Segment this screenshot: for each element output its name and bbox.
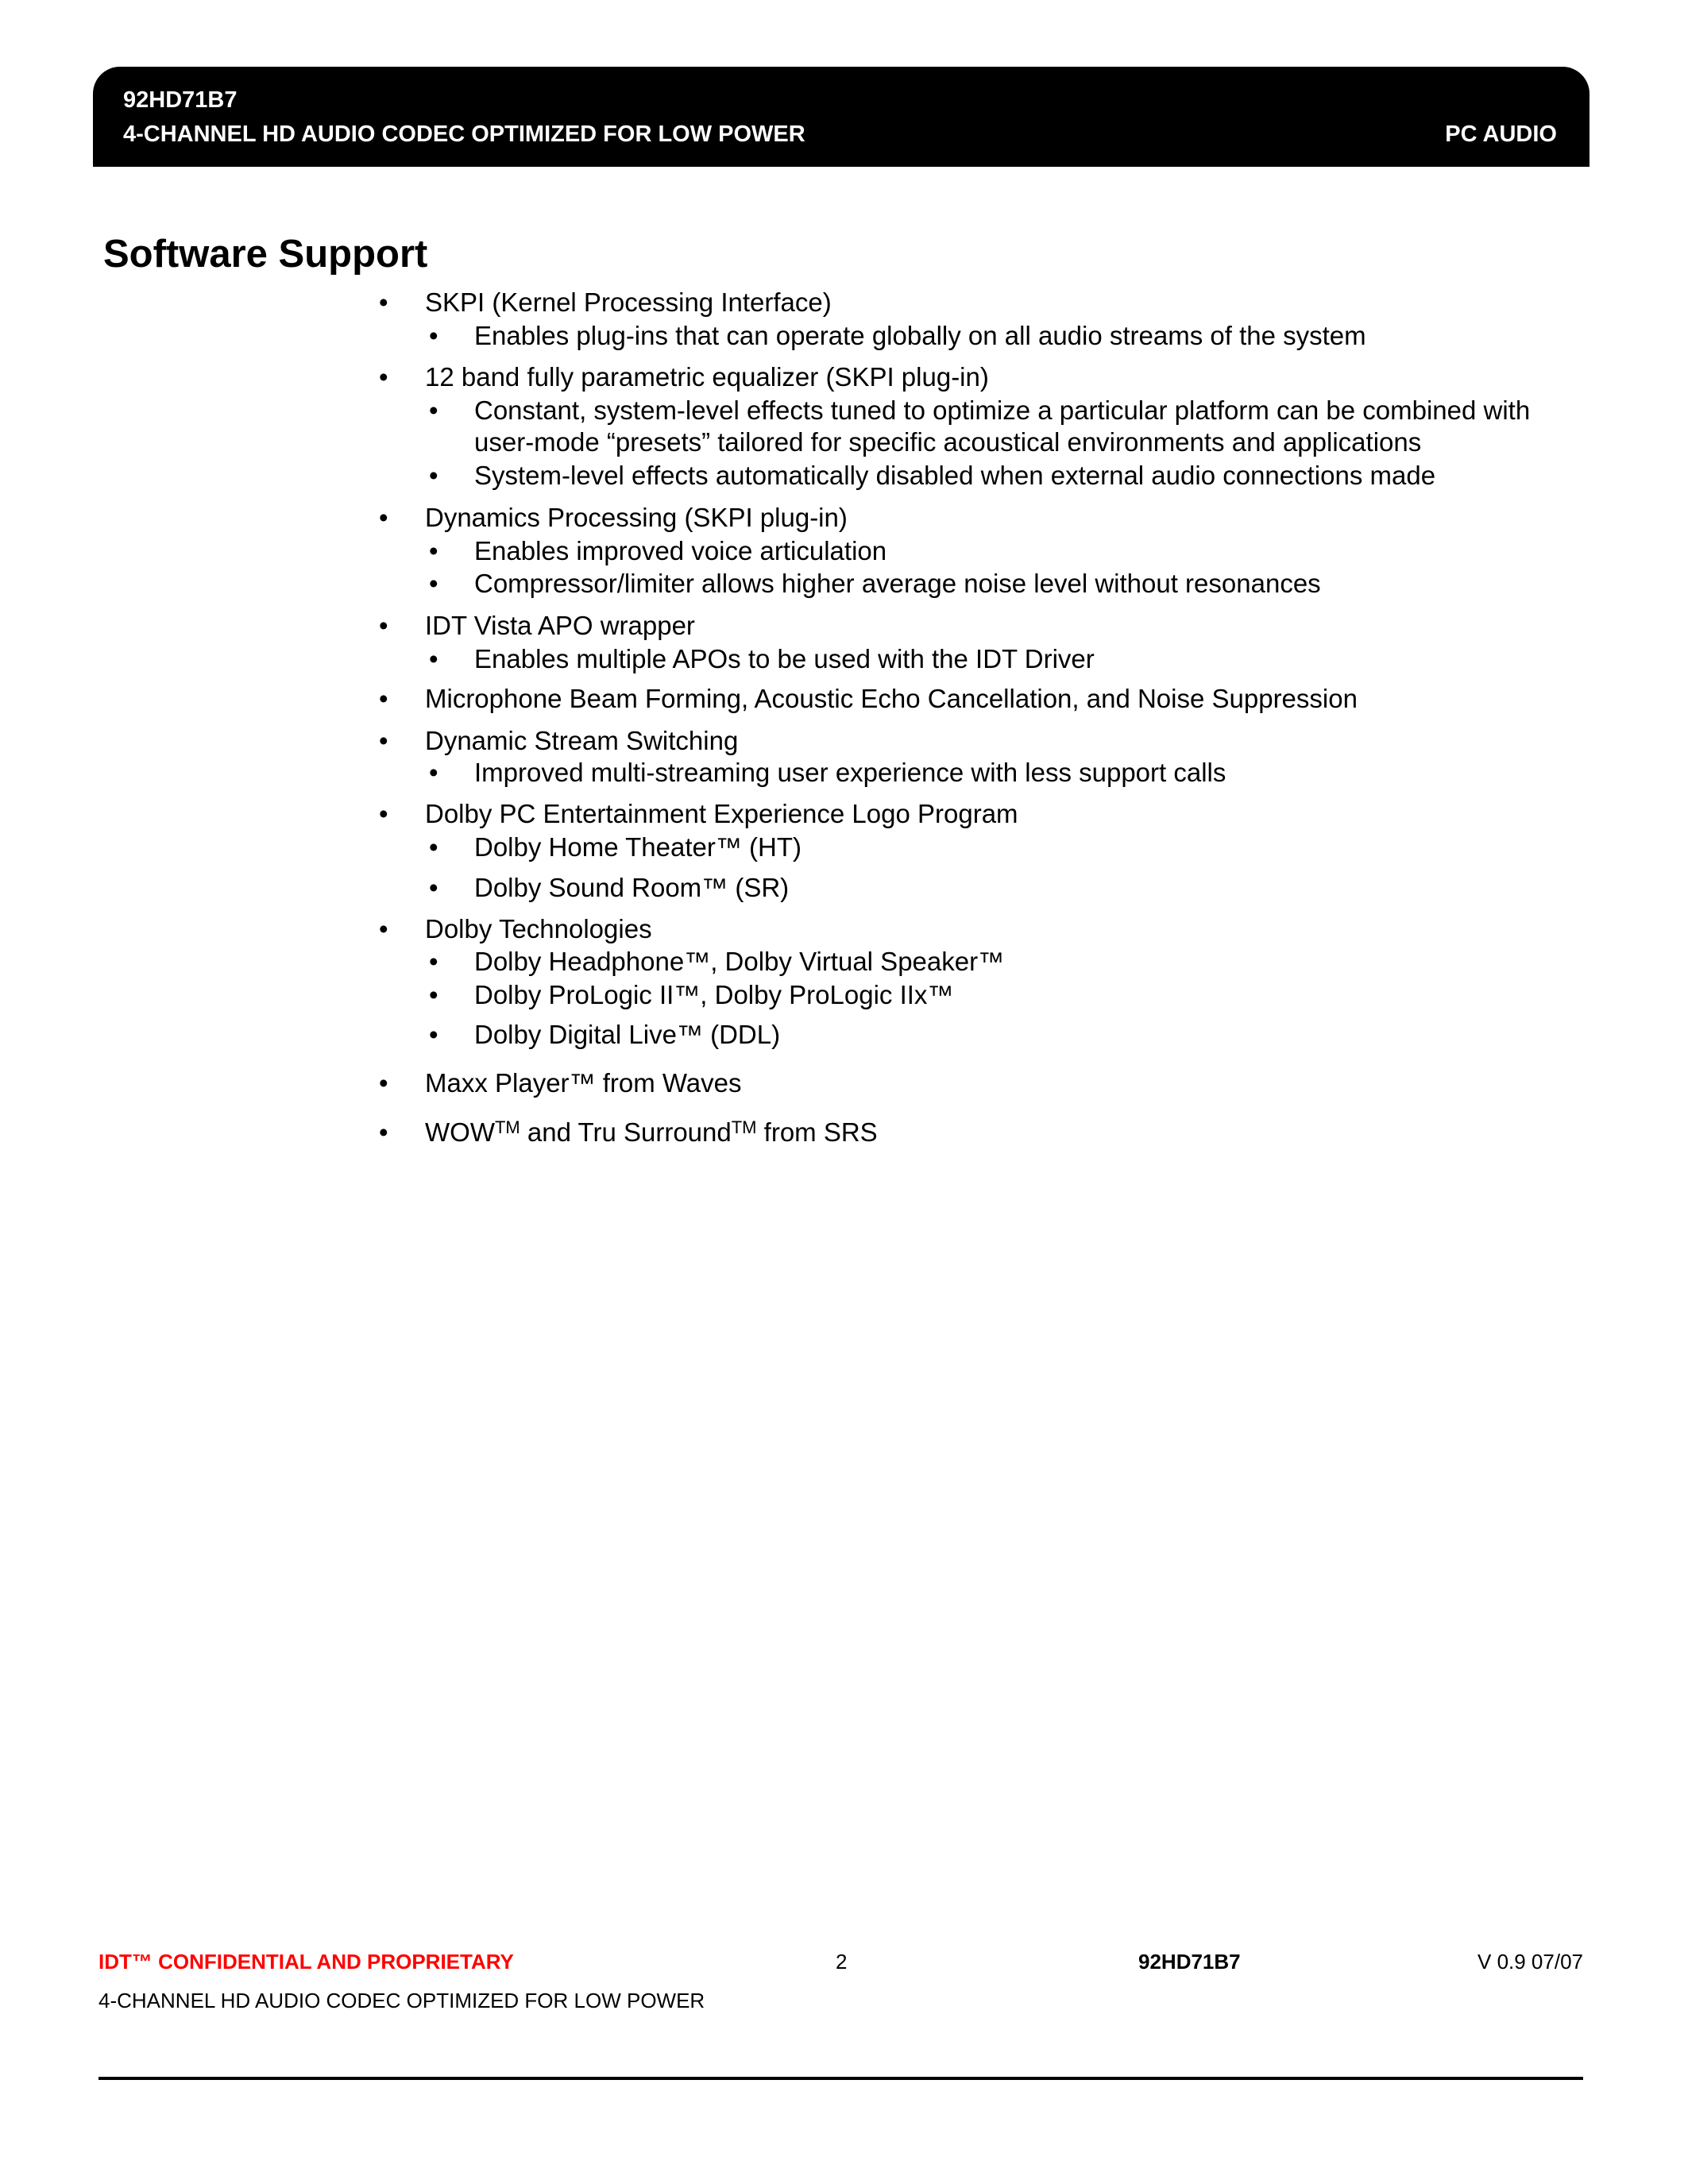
sub-bullet-icon: • — [429, 569, 438, 598]
sub-bullet-icon: • — [429, 758, 438, 787]
sub-list-item: Improved multi-streaming user experience with less support calls — [474, 758, 1226, 787]
sub-list-item: Constant, system-level effects tuned to optimize a particular platform can be combined with — [474, 396, 1531, 425]
footer-part-number: 92HD71B7 — [1138, 1950, 1241, 1974]
bullet-icon: • — [379, 726, 388, 755]
bullet-icon: • — [379, 503, 388, 532]
list-item — [425, 1117, 878, 1148]
list-item-text-part: and Tru Surround — [520, 1117, 732, 1147]
sub-bullet-icon: • — [429, 947, 438, 976]
footer-divider — [98, 2077, 1583, 2080]
trademark-superscript: TM — [494, 1117, 520, 1137]
sub-list-item: Dolby Sound Room™ (SR) — [474, 873, 790, 902]
sub-list-item: Dolby Digital Live™ (DDL) — [474, 1020, 781, 1049]
bullet-icon: • — [379, 362, 388, 392]
list-item: Dynamics Processing (SKPI plug-in) — [425, 503, 848, 532]
list-item-text-part: from SRS — [756, 1117, 878, 1147]
sub-list-item: Enables plug-ins that can operate globally on all audio streams of the system — [474, 321, 1366, 350]
sub-list-item: Enables improved voice articulation — [474, 536, 887, 565]
list-item: Microphone Beam Forming, Acoustic Echo Cancellation, and Noise Suppression — [425, 684, 1358, 713]
bullet-icon: • — [379, 799, 388, 828]
sub-bullet-icon: • — [429, 980, 438, 1009]
list-item: Dynamic Stream Switching — [425, 726, 739, 755]
header-subtitle: 4-CHANNEL HD AUDIO CODEC OPTIMIZED FOR LOW POWER — [123, 122, 805, 147]
list-item: SKPI (Kernel Processing Interface) — [425, 287, 832, 317]
section-title: Software Support — [103, 233, 428, 276]
sub-bullet-icon: • — [429, 396, 438, 425]
sub-list-item: Dolby ProLogic II™, Dolby ProLogic IIx™ — [474, 980, 954, 1009]
sub-list-item: Dolby Headphone™, Dolby Virtual Speaker™ — [474, 947, 1005, 976]
list-item: Dolby Technologies — [425, 914, 652, 943]
bullet-icon: • — [379, 611, 388, 640]
footer-page-number: 2 — [836, 1950, 848, 1974]
sub-bullet-icon: • — [429, 536, 438, 565]
sub-bullet-icon: • — [429, 1020, 438, 1049]
sub-list-item: user-mode “presets” tailored for specific acoustical environments and applications — [474, 427, 1422, 457]
footer-confidential: IDT™ CONFIDENTIAL AND PROPRIETARY — [98, 1950, 514, 1974]
bullet-icon: • — [379, 684, 388, 713]
bullet-icon: • — [379, 1117, 388, 1147]
trademark-superscript: TM — [731, 1117, 757, 1137]
list-item: Dolby PC Entertainment Experience Logo Program — [425, 799, 1018, 828]
list-item: Maxx Player™ from Waves — [425, 1068, 742, 1098]
footer-subtitle: 4-CHANNEL HD AUDIO CODEC OPTIMIZED FOR LOW POWER — [98, 1989, 705, 2012]
sub-bullet-icon: • — [429, 873, 438, 902]
footer-version: V 0.9 07/07 — [1477, 1950, 1583, 1974]
header-part-number: 92HD71B7 — [123, 87, 238, 113]
sub-list-item: System-level effects automatically disabled when external audio connections made — [474, 461, 1436, 490]
sub-bullet-icon: • — [429, 321, 438, 350]
sub-bullet-icon: • — [429, 644, 438, 673]
bullet-icon: • — [379, 1068, 388, 1098]
list-item: IDT Vista APO wrapper — [425, 611, 695, 640]
sub-list-item: Enables multiple APOs to be used with the IDT Driver — [474, 644, 1095, 673]
sub-list-item: Dolby Home Theater™ (HT) — [474, 832, 802, 862]
list-item-text-part: WOW — [425, 1117, 495, 1147]
sub-list-item: Compressor/limiter allows higher average noise level without resonances — [474, 569, 1321, 598]
header-category: PC AUDIO — [1445, 122, 1557, 147]
list-item: 12 band fully parametric equalizer (SKPI plug-in) — [425, 362, 989, 392]
bullet-icon: • — [379, 914, 388, 943]
sub-bullet-icon: • — [429, 461, 438, 490]
sub-bullet-icon: • — [429, 832, 438, 862]
page-header — [93, 67, 1590, 167]
bullet-icon: • — [379, 287, 388, 317]
